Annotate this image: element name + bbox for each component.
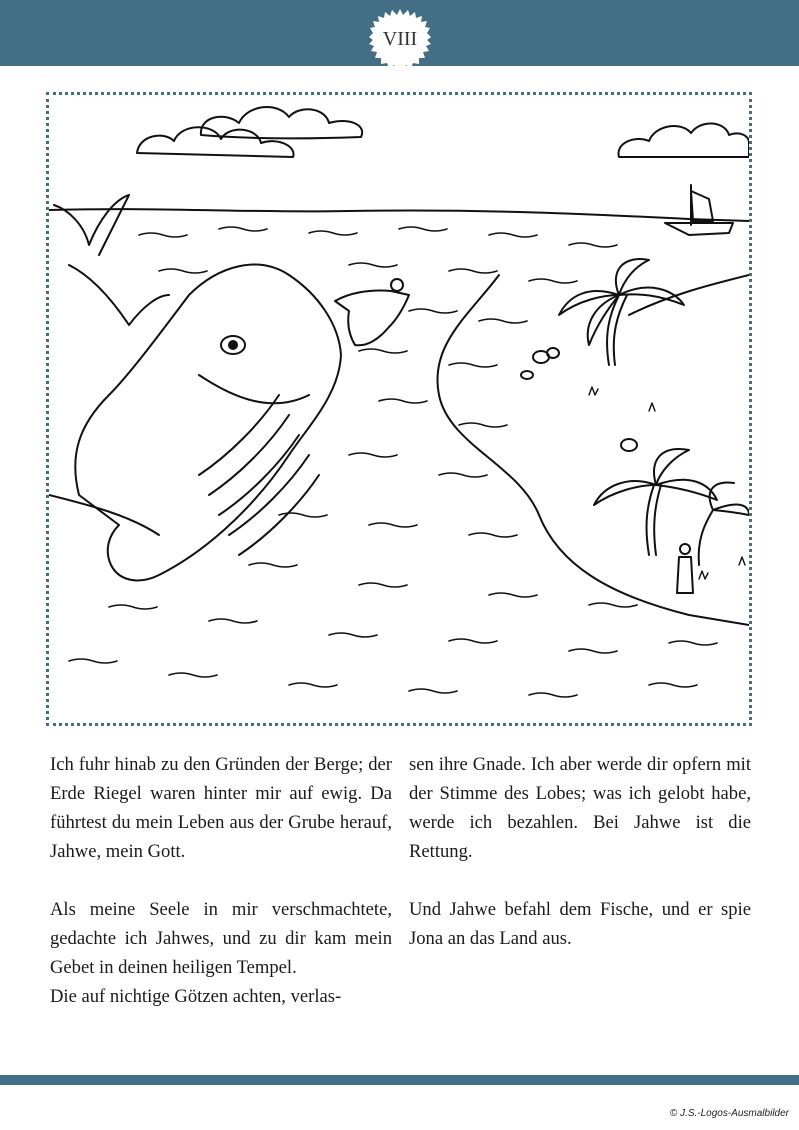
footer-band <box>0 1075 799 1085</box>
copyright-notice: © J.S.-Logos-Ausmalbilder <box>669 1108 789 1119</box>
text-column-right <box>409 750 751 953</box>
palm-tree-icon <box>559 259 684 365</box>
whale-tail-icon <box>54 195 169 325</box>
paragraph: Und Jahwe befahl dem Fische, und er spie Jona an das Land aus. <box>409 899 751 949</box>
paragraph: Als meine Seele in mir verschmachtete, gedachte ich Jahwes, und zu dir kam mein Gebet in deinen heiligen Tempel. <box>50 899 392 978</box>
chapter-number: VIII <box>382 28 418 50</box>
jonah-on-shore-icon <box>677 544 693 593</box>
cloud-icon <box>137 127 294 157</box>
paragraph: Die auf nichtige Götzen achten, verlas- <box>50 986 342 1007</box>
sailboat-icon <box>665 185 733 235</box>
paragraph: sen ihre Gnade. Ich aber werde dir opfern mit der Stimme des Lobes; was ich gelobt habe, werde ich bezahlen. Bei Jahwe ist die Rettung. <box>409 754 751 862</box>
palm-tree-icon <box>594 449 749 565</box>
jonah-whale-illustration <box>49 95 749 723</box>
rocks-icon <box>521 348 637 451</box>
paragraph: Ich fuhr hinab zu den Gründen der Berge; der Erde Riegel waren hinter mir auf ewig. Da führtest du mein Leben aus der Grube herauf, Jahwe, mein Gott. <box>50 754 392 862</box>
jonah-flying-icon <box>335 279 409 345</box>
cloud-icon <box>618 123 749 157</box>
whale-icon <box>49 265 341 581</box>
text-column-left <box>50 750 392 1011</box>
chapter-badge <box>369 8 431 70</box>
